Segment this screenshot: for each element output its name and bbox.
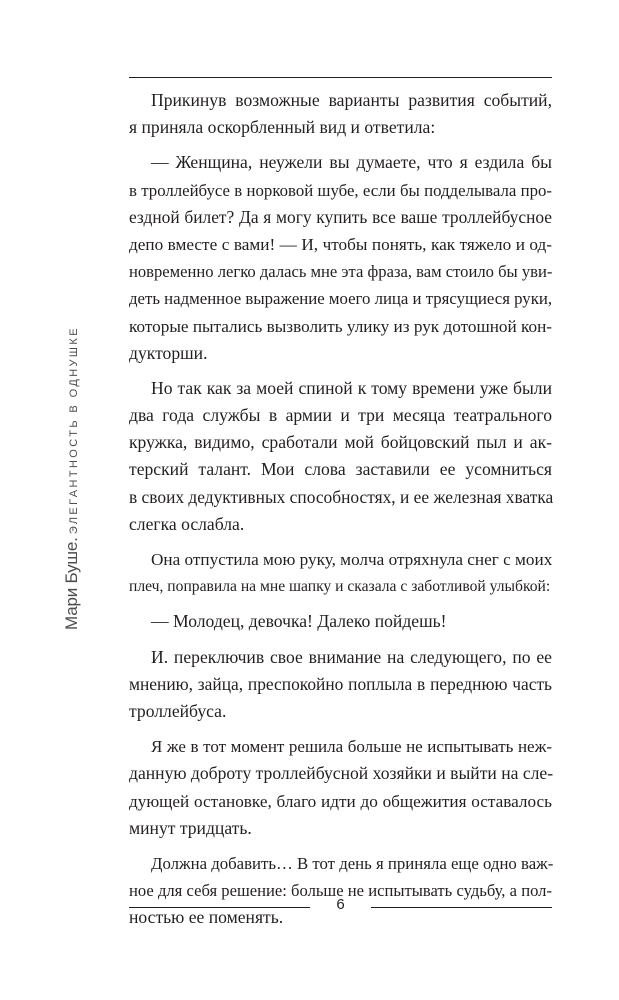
running-head (63, 326, 81, 630)
paragraph-gap (129, 725, 552, 733)
text-line: данную доброту троллейбусной хозяйки и выйти на сле- (129, 763, 554, 784)
paragraph-gap (129, 367, 552, 375)
text-line: терский талант. Мои слова заставили ее усомниться (129, 459, 552, 480)
paragraph (129, 733, 552, 842)
text-line: кружка, видимо, сработали мой бойцовский пыл и ак- (129, 432, 552, 453)
text-line: минут тридцать. (129, 817, 252, 838)
text-line: два года службы в армии и три месяца театрального (129, 405, 552, 426)
paragraph (129, 644, 552, 726)
paragraph (129, 608, 552, 635)
text-line: которые пытались вызволить улику из рук дотошной кон- (129, 316, 552, 336)
text-line: мнению, зайца, преспокойно поплыла в переднюю часть (129, 673, 552, 694)
text-line: в своих дедуктивных способностях, и ее железная хватка (129, 486, 554, 507)
paragraph (129, 149, 552, 367)
page-number: 6 (336, 896, 345, 913)
text-line: И. переключив свое внимание на следующего, по ее (151, 646, 552, 667)
text-line: деть надменное выражение моего лица и трясущиеся руки, (129, 289, 553, 309)
text-line: ностью ее поменять. (129, 907, 284, 928)
text-line: Она отпустила мою руку, молча отряхнула снег с моих (151, 550, 553, 569)
paragraph-gap (129, 842, 552, 850)
text-line: Но так как за моей спиной к тому времени уже были (151, 377, 552, 398)
paragraph (129, 87, 552, 141)
text-line: Прикинув возможные варианты развития событий, (151, 90, 552, 110)
text-line: троллейбуса. (129, 700, 227, 721)
running-head-author: Мари Буше (62, 541, 81, 630)
text-line: Я же в тот момент решила больше не испытывать неж- (151, 737, 552, 757)
text-line: — Женщина, неужели вы думаете, что я ездила бы (151, 152, 552, 173)
running-head-separator: . (62, 537, 81, 542)
running-head-book-title: ЭЛЕГАНТНОСТЬ В ОДНУШКЕ (68, 326, 80, 535)
text-line: я приняла оскорбленный вид и ответила: (129, 117, 436, 138)
paragraph-gap (129, 538, 552, 546)
text-line: новременно легко далась мне эта фраза, вам стоило бы уви- (129, 262, 553, 282)
text-line: дукторши. (129, 342, 208, 363)
footer-rule-left (129, 907, 310, 908)
text-line: — Молодец, девочка! Далеко пойдешь! (151, 611, 447, 632)
paragraph (129, 546, 552, 600)
paragraph-gap (129, 636, 552, 644)
text-line: депо вместе с вами! — И, чтобы понять, как тяжело и од- (129, 234, 552, 254)
text-line: Должна добавить… В тот день я приняла еще одно важ- (151, 853, 554, 873)
text-line: плеч, поправила на мне шапку и сказала с заботливой улыбкой: (129, 578, 551, 596)
footer-rule-right (371, 907, 552, 908)
text-line: дующей остановке, благо идти до общежития оставалось (129, 791, 552, 811)
text-line: ное для себя решение: больше не испытывать судьбу, а пол- (129, 881, 552, 901)
paragraph-gap (129, 141, 552, 149)
paragraph-gap (129, 600, 552, 608)
text-line: слегка ослабла. (129, 513, 245, 534)
text-line: ездной билет? Да я могу купить все ваше троллейбусное (129, 206, 552, 227)
body-text (129, 87, 552, 931)
paragraph (129, 375, 552, 538)
header-rule (129, 77, 552, 78)
paragraph (129, 850, 552, 932)
text-line: в троллейбусе в норковой шубе, если бы подделывала про- (129, 180, 552, 200)
